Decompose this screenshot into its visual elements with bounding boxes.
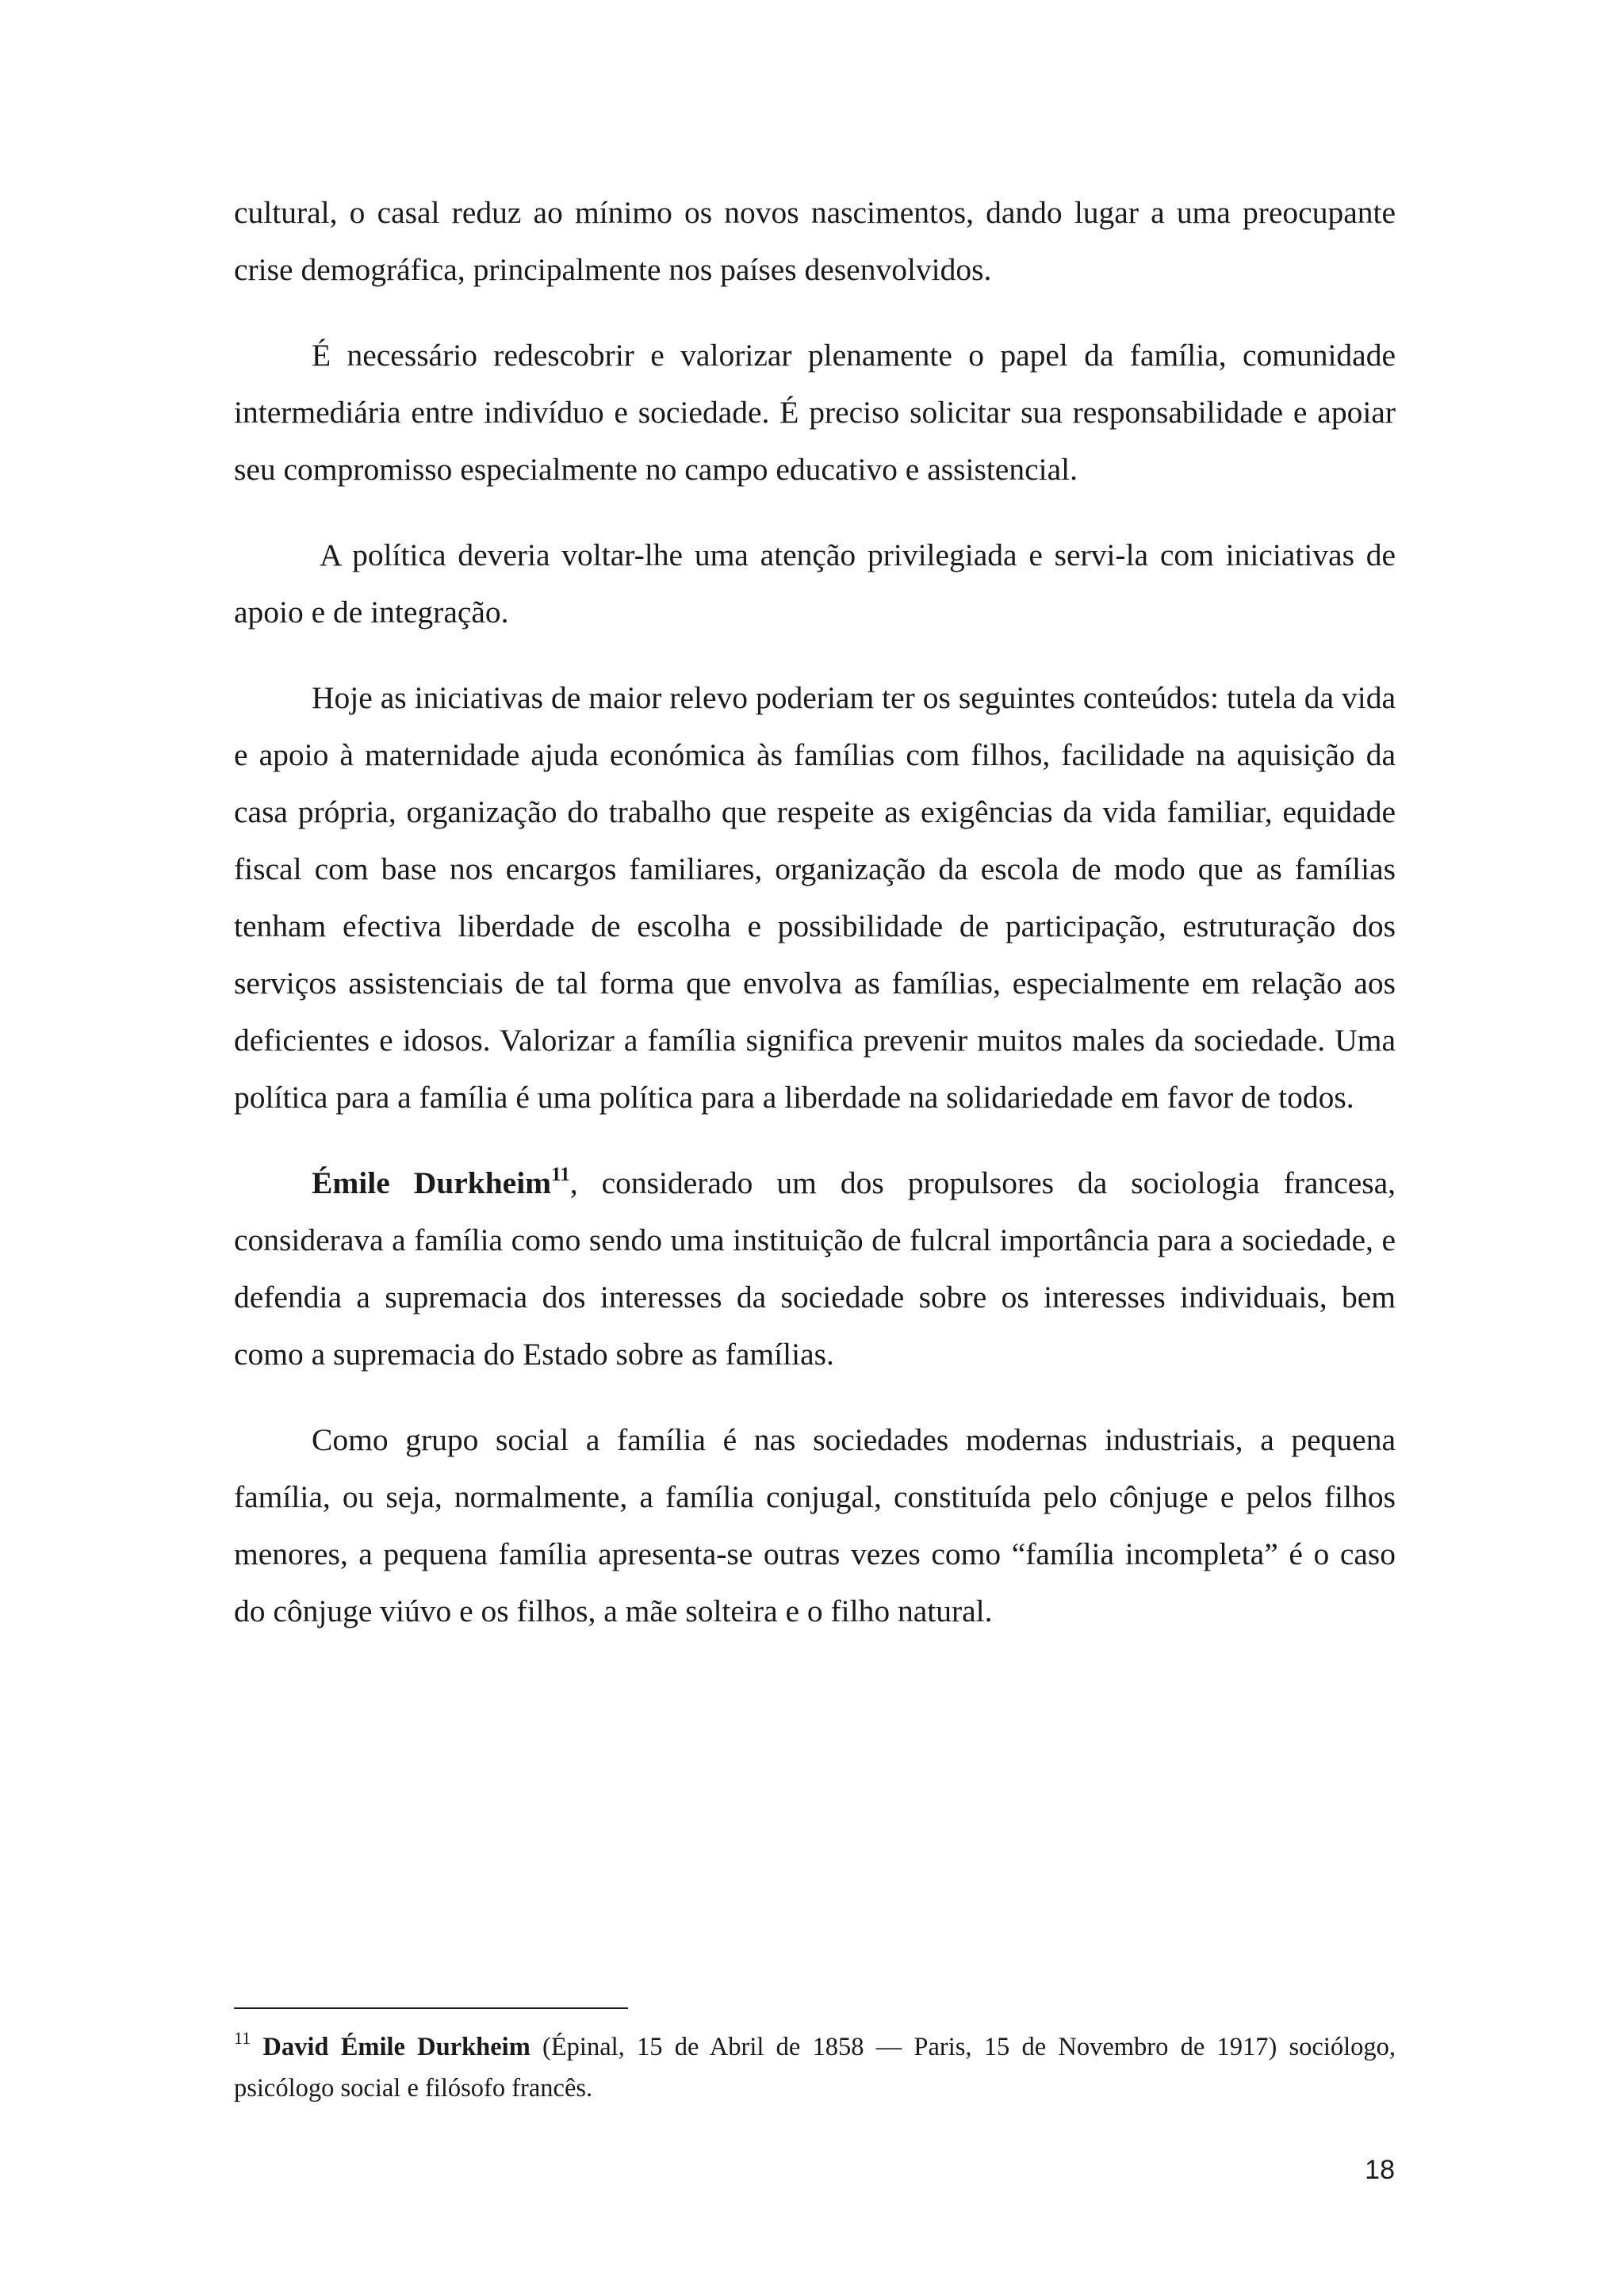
footnote-text: (Épinal, 15 de Abril de 1858 — Paris, 15 de Novembro de 1917) sociólogo, psicólogo social e filósofo francês. bbox=[234, 2033, 1396, 2103]
footnote-separator bbox=[234, 2007, 628, 2009]
paragraph-3: A política deveria voltar-lhe uma atenção privilegiada e servi-la com iniciativas de apoio e de integração. bbox=[234, 538, 1396, 629]
paragraph-5 bbox=[234, 1154, 1396, 1383]
footnote-reference[interactable]: 11 bbox=[551, 1164, 570, 1185]
footnote-number: 11 bbox=[234, 2028, 251, 2048]
paragraph-5-text: , considerado um dos propulsores da sociologia francesa, considerava a família como sendo uma instituição de fulcral importância para a sociedade, e defendia a supremacia dos interesses da sociedade sobre os interesses individuais, bem como a supremacia do Estado sobre as famílias. bbox=[234, 1165, 1396, 1372]
paragraph-6: Como grupo social a família é nas sociedades modernas industriais, a pequena família, ou seja, normalmente, a família conjugal, constituída pelo cônjuge e pelos filhos menores, a pequena família apresenta-se outras vezes como “família incompleta” é o caso do cônjuge viúvo e os filhos, a mãe solteira e o filho natural. bbox=[234, 1422, 1396, 1628]
footnote-name: David Émile Durkheim bbox=[262, 2033, 530, 2061]
body-text bbox=[234, 184, 1396, 1668]
paragraph-4: Hoje as iniciativas de maior relevo poderiam ter os seguintes conteúdos: tutela da vida e apoio à maternidade ajuda económica às famílias com filhos, facilidade na aquisição da casa própria, organização do trabalho que respeite as exigências da vida familiar, equidade fiscal com base nos encargos familiares, organização da escola de modo que as famílias tenham efectiva liberdade de escolha e possibilidade de participação, estruturação dos serviços assistenciais de tal forma que envolva as famílias, especialmente em relação aos deficientes e idosos. Valorizar a família significa prevenir muitos males da sociedade. Uma política para a família é uma política para a liberdade na solidariedade em favor de todos. bbox=[234, 680, 1396, 1115]
durkheim-name: Émile Durkheim bbox=[312, 1165, 552, 1200]
footnote bbox=[234, 2026, 1396, 2109]
paragraph-1: cultural, o casal reduz ao mínimo os novos nascimentos, dando lugar a uma preocupante crise demográfica, principalmente nos países desenvolvidos. bbox=[234, 195, 1396, 287]
paragraph-2: É necessário redescobrir e valorizar plenamente o papel da família, comunidade intermediária entre indivíduo e sociedade. É preciso solicitar sua responsabilidade e apoiar seu compromisso especialmente no campo educativo e assistencial. bbox=[234, 338, 1396, 487]
page-number: 18 bbox=[1365, 2155, 1395, 2185]
